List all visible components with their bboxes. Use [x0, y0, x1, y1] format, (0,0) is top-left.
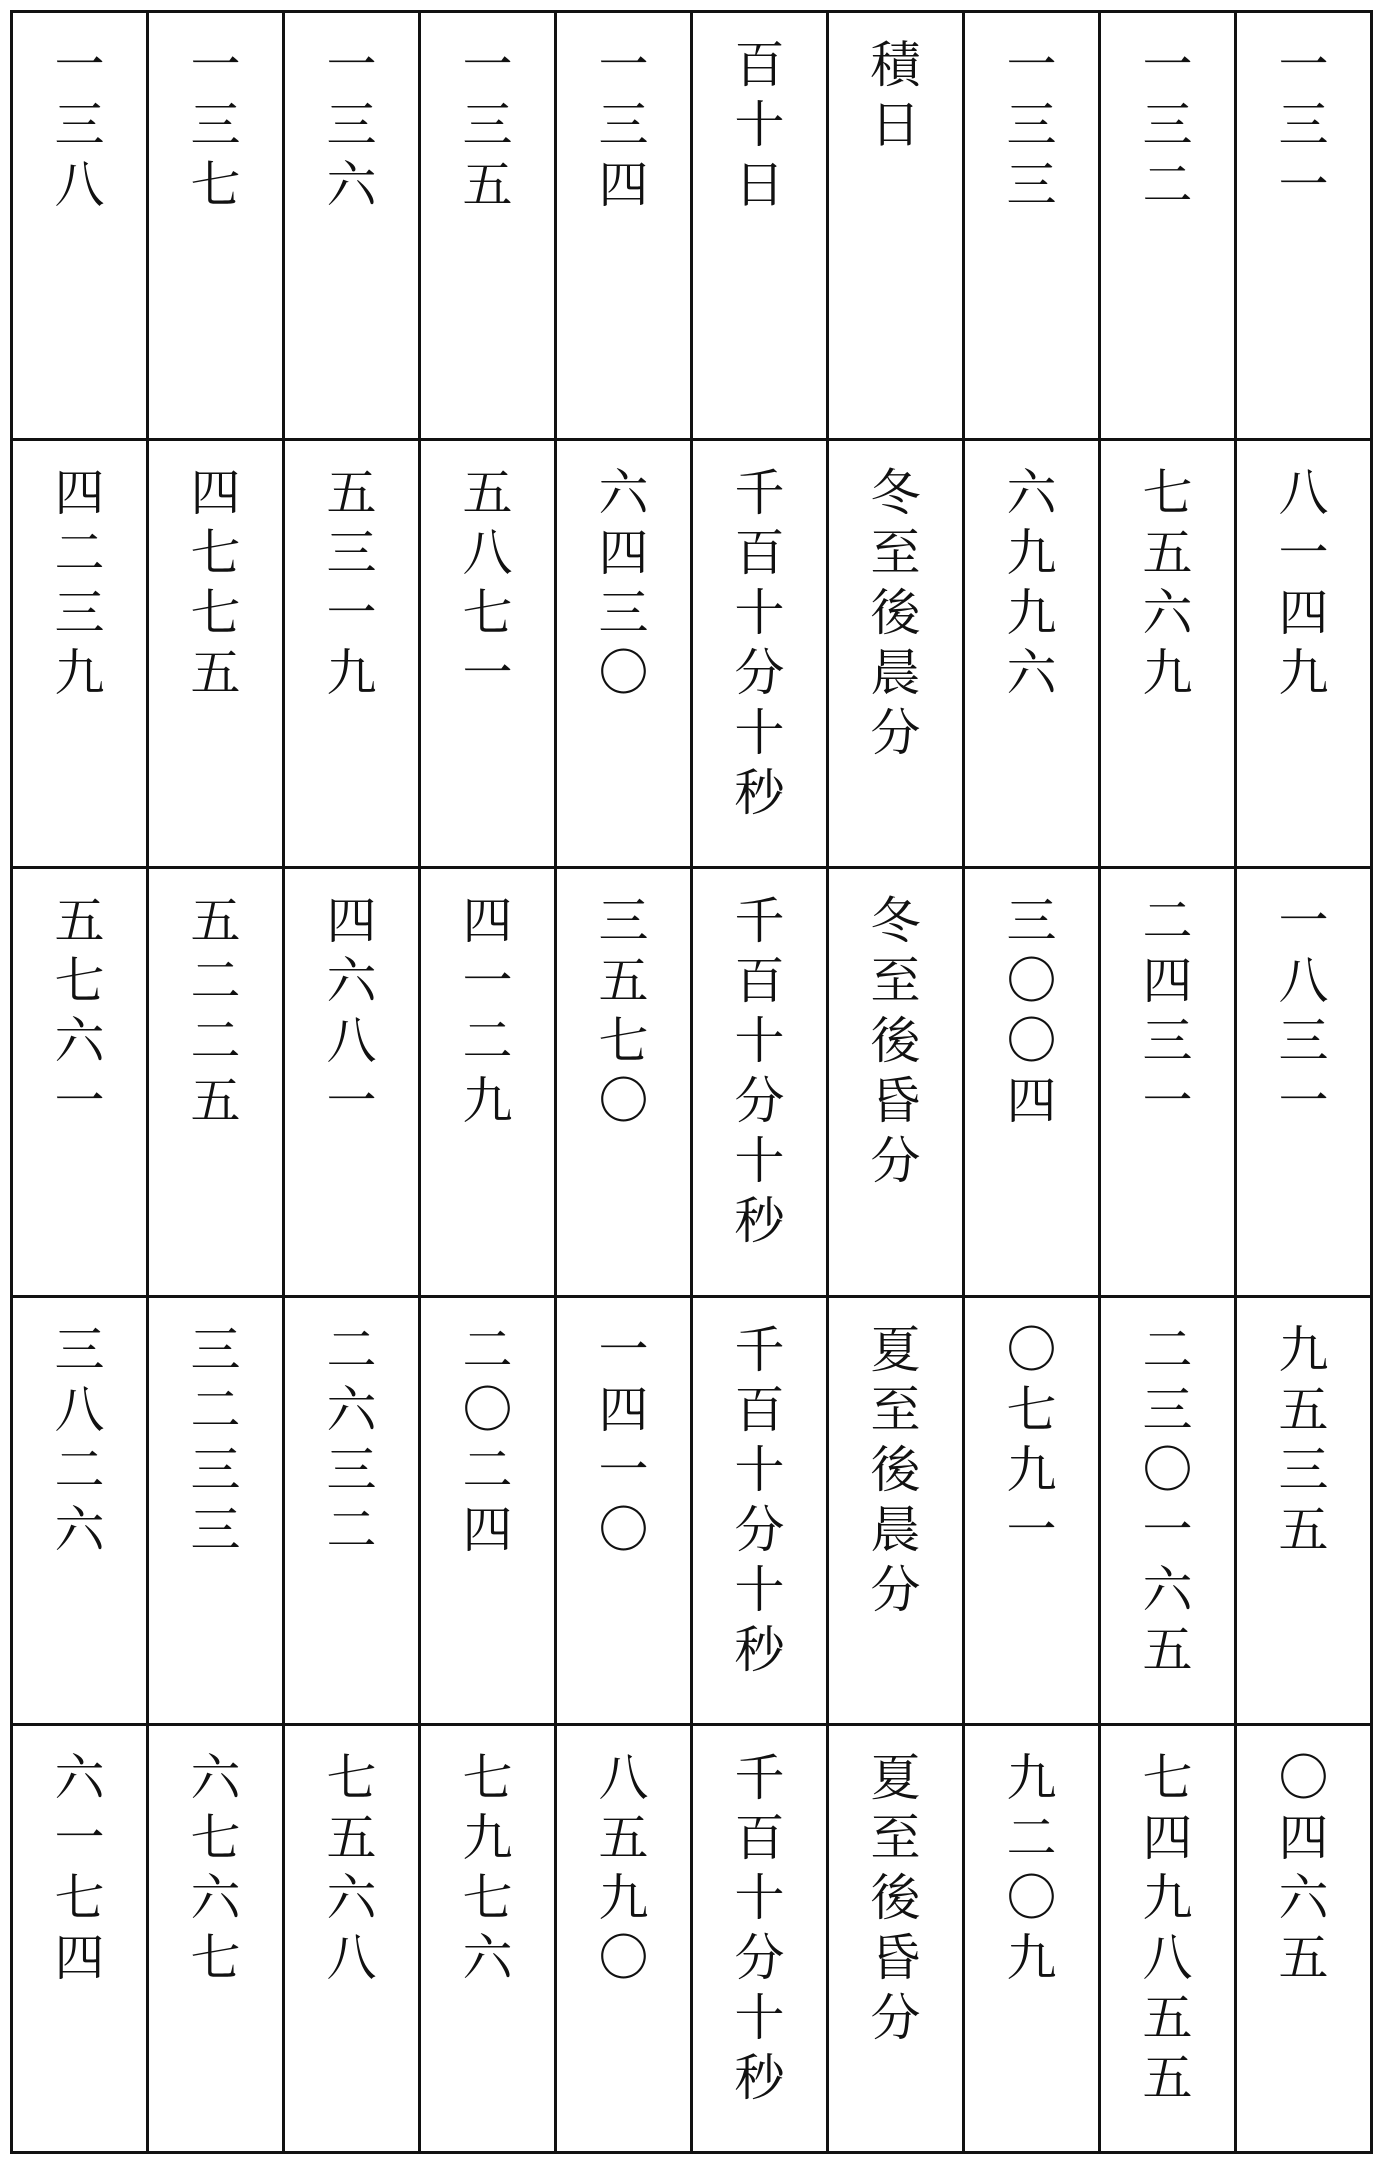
cell-text: 二 三 〇 一 六 五 [1142, 1320, 1193, 1679]
cell-text: 夏 至 後 晨 分 [870, 1320, 921, 1619]
table-cell [1236, 1724, 1372, 2152]
table-cell [964, 868, 1100, 1296]
cell-text: 一 三 二 [1142, 36, 1193, 214]
table-cell [964, 1724, 1100, 2152]
cell-text: 八 一 四 九 [1278, 464, 1329, 703]
table-cell [964, 12, 1100, 440]
cell-text: 百 十 日 [734, 36, 785, 214]
table-cell [828, 1296, 964, 1724]
table-cell [1100, 1724, 1236, 2152]
cell-text: 積 日 [870, 36, 921, 154]
cell-text: 千 百 十 分 十 秒 [734, 1320, 785, 1679]
table-cell [284, 868, 420, 1296]
cell-text: 九 二 〇 九 [1006, 1748, 1057, 1987]
cell-text: 千 百 十 分 十 秒 [734, 1748, 785, 2107]
table-cell [692, 1296, 828, 1724]
table-cell [420, 1724, 556, 2152]
table-cell [828, 868, 964, 1296]
table-cell [12, 1724, 148, 2152]
table-row [12, 1296, 1372, 1724]
table-cell [1236, 1296, 1372, 1724]
cell-text: 冬 至 後 晨 分 [870, 464, 921, 763]
cell-text: 三 五 七 〇 [598, 892, 649, 1131]
table-cell [1100, 1296, 1236, 1724]
cell-text: 四 二 三 九 [54, 464, 105, 703]
table-cell [284, 440, 420, 868]
cell-text: 七 五 六 九 [1142, 464, 1193, 703]
table-cell [828, 12, 964, 440]
cell-text: 一 四 一 〇 [598, 1320, 649, 1559]
table-cell [964, 440, 1100, 868]
cell-text: 三 二 三 三 [190, 1320, 241, 1559]
table-cell [1100, 868, 1236, 1296]
table-cell [284, 12, 420, 440]
cell-text: 七 四 九 八 五 五 [1142, 1748, 1193, 2107]
cell-text: 六 四 三 〇 [598, 464, 649, 703]
table-cell [692, 12, 828, 440]
cell-text: 千 百 十 分 十 秒 [734, 464, 785, 823]
table-cell [420, 1296, 556, 1724]
table-cell [12, 440, 148, 868]
cell-text: 四 六 八 一 [326, 892, 377, 1131]
table-cell [556, 12, 692, 440]
table-cell [1236, 440, 1372, 868]
table-cell [284, 1724, 420, 2152]
table-row [12, 440, 1372, 868]
table-cell [148, 1724, 284, 2152]
table-cell [284, 1296, 420, 1724]
cell-text: 八 五 九 〇 [598, 1748, 649, 1987]
cell-text: 四 一 二 九 [462, 892, 513, 1131]
cell-text: 三 〇 〇 四 [1006, 892, 1057, 1131]
table-row [12, 12, 1372, 440]
table-cell [828, 1724, 964, 2152]
table-cell [12, 868, 148, 1296]
table-cell [556, 868, 692, 1296]
cell-text: 二 〇 二 四 [462, 1320, 513, 1559]
cell-text: 五 七 六 一 [54, 892, 105, 1131]
table-cell [828, 440, 964, 868]
table-cell [420, 12, 556, 440]
table-cell [692, 1724, 828, 2152]
cell-text: 二 六 三 二 [326, 1320, 377, 1559]
cell-text: 一 三 三 [1006, 36, 1057, 214]
table-page [10, 10, 1373, 2154]
table-cell [692, 868, 828, 1296]
table-cell [12, 1296, 148, 1724]
cell-text: 九 五 三 五 [1278, 1320, 1329, 1559]
data-table [10, 10, 1373, 2154]
cell-text: 冬 至 後 昏 分 [870, 892, 921, 1191]
table-cell [148, 868, 284, 1296]
table-cell [556, 1296, 692, 1724]
table-cell [12, 12, 148, 440]
cell-text: 六 九 九 六 [1006, 464, 1057, 703]
table-row [12, 1724, 1372, 2152]
table-row [12, 868, 1372, 1296]
table-cell [1236, 12, 1372, 440]
cell-text: 六 一 七 四 [54, 1748, 105, 1987]
cell-text: 一 三 八 [54, 36, 105, 214]
cell-text: 六 七 六 七 [190, 1748, 241, 1987]
table-cell [556, 440, 692, 868]
table-cell [420, 868, 556, 1296]
table-cell [964, 1296, 1100, 1724]
table-cell [148, 440, 284, 868]
cell-text: 一 三 七 [190, 36, 241, 214]
cell-text: 七 五 六 八 [326, 1748, 377, 1987]
cell-text: 夏 至 後 昏 分 [870, 1748, 921, 2047]
cell-text: 一 三 四 [598, 36, 649, 214]
table-cell [1100, 12, 1236, 440]
cell-text: 一 三 五 [462, 36, 513, 214]
cell-text: 二 四 三 一 [1142, 892, 1193, 1131]
cell-text: 五 三 一 九 [326, 464, 377, 703]
table-cell [692, 440, 828, 868]
table-cell [148, 12, 284, 440]
table-cell [148, 1296, 284, 1724]
table-cell [556, 1724, 692, 2152]
cell-text: 五 二 二 五 [190, 892, 241, 1131]
cell-text: 〇 七 九 一 [1006, 1320, 1057, 1559]
cell-text: 七 九 七 六 [462, 1748, 513, 1987]
table-cell [1100, 440, 1236, 868]
cell-text: 四 七 七 五 [190, 464, 241, 703]
cell-text: 一 三 六 [326, 36, 377, 214]
table-cell [420, 440, 556, 868]
cell-text: 一 八 三 一 [1278, 892, 1329, 1131]
cell-text: 一 三 一 [1278, 36, 1329, 214]
cell-text: 五 八 七 一 [462, 464, 513, 703]
cell-text: 〇 四 六 五 [1278, 1748, 1329, 1987]
cell-text: 千 百 十 分 十 秒 [734, 892, 785, 1251]
cell-text: 三 八 二 六 [54, 1320, 105, 1559]
table-cell [1236, 868, 1372, 1296]
